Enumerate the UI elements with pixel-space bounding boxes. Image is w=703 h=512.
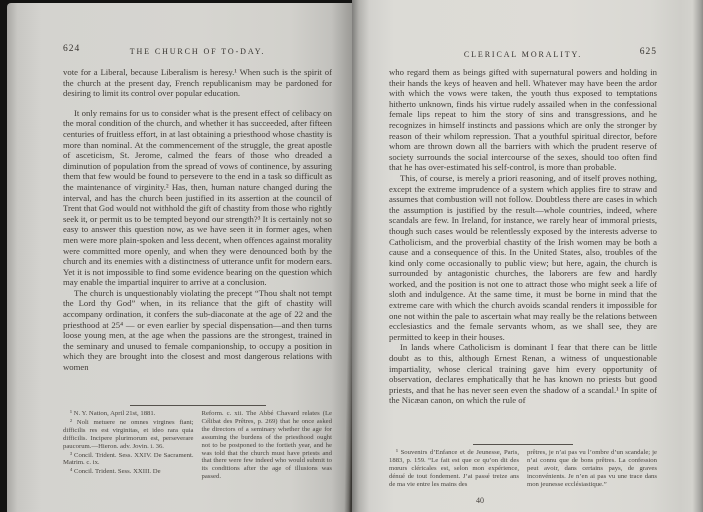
footnote-item-continuation: prêtres, je n’ai pas vu l’ombre d’un scandale; je n’ai connu que de bons prêtres. La confession peut avoir, dans certains pays, de graves inconvénients. Je n’en ai pas vu une trace dans mon jeunesse ecclésiastique.”: [527, 449, 657, 488]
footnote-columns: [389, 449, 657, 498]
footnote-column-left: [389, 449, 519, 498]
footnote-columns: [63, 410, 332, 482]
page-number-right: 625: [639, 47, 657, 57]
footnote-separator-rule: [473, 444, 573, 445]
body-paragraph: It only remains for us to consider what is the present effect of celibacy on the moral condition of the church, and whether it has succeeded, after fifteen centuries of fruitless effort, in at last obtaining a priesthood whose chastity is more than nominal. At the commencement of the struggle, the great apostle of asceticism, St. Jerome, calmed the fears of those who dreaded a diminution of population from the spread of vows of continence, by assuring them that few would be found to persevere to the end in a task so difficult as the maintenance of virginity.² Has, then, human nature changed during the interval, and has the church been justified in its assertion at the council of Trent that God would not withhold the gift of chastity from those who rightly seek it, or permit us to be tempted beyond our strength?³ It is certainly not so easy to answer this question now, as we have seen it in former ages, when men were more plain-spoken and less decent, when offences against morality were committed more openly, and when they were denounced both by the church and its enemies with a distinctness of utterance unfit for modern ears. Yet it is not impossible to find some evidence bearing on the question which may enable the impartial inquirer to arrive at a conclusion.: [63, 107, 332, 288]
footnote-item: ³ Concil. Trident. Sess. XXIV. De Sacrament. Matrim. c. ix.: [63, 451, 194, 467]
footnote-item: ¹ Souvenirs d’Enfance et de Jeunesse, Paris, 1883, p. 159. “Le fait est que ce qu’on dit des mœurs cléricales est, selon mon expérience, dénué de tout fondement. J’ai passé treize ans de ma vie entre les mains des: [389, 449, 519, 488]
footnote-separator-rule: [130, 405, 266, 406]
body-paragraph: vote for a Liberal, because Liberalism is heresy.¹ When such is the spirit of the church at the present day, French republicanism may be pardoned for desiring to limit its control over popular education.: [63, 67, 332, 99]
right-page-body: [389, 67, 657, 441]
body-paragraph: This, of course, is merely a priori reasoning, and of itself proves nothing, except the extreme imprudence of a system which applies fire to straw and assumes that combustion will not follow. Doubtless there are cases in which the assumption is justified by the result—whole countries, indeed, where scandals are few. In Ireland, for instance, we rarely hear of immoral priests, though such cases would be relentlessly exposed by the interests adverse to Catholicism, and the proverbial chastity of the Irish women may be both a cause and a consequence of this. In the United States, also, troubles of the kind only come occasionally to public view; but here, again, the church is surrounded by antagonistic churches, the laborers are few and hardly worked, and the position is not one to attract those who might seek a life of sloth and indulgence. At the same time, it must be borne in mind that the extreme care with which the church avoids scandal renders it impossible for one not within the pale to ascertain what may really be the relations between ecclesiastics and the female servants whom, as we shall see, they are permitted to keep in their houses.: [389, 172, 657, 342]
footnote-item: ² Noli metuere ne omnes virgines fiant; difficilis res est virginitas, et ideo rara quia difficilis. Incipere plurimorum est, perseverare paucorum.—Hieron. adv. Jovin. i. 36.: [63, 418, 194, 450]
footnote-column-right: [527, 449, 657, 498]
page-number-left: 624: [63, 44, 81, 54]
left-page-body: [63, 67, 332, 408]
body-paragraph: In lands where Catholicism is dominant I fear that there can be little doubt as to this, although Ernest Renan, a witness of unquestionable impartiality, whose clerical training gave him every opportunity of observation, declares emphatically that he has known no priests but good priests, and that he has never seen even the shadow of a scandal.¹ In spite of the Nicæan canon, on which the rule of: [389, 342, 657, 406]
running-head-right: CLERICAL MORALITY.: [463, 50, 583, 59]
footnote-item: ¹ N. Y. Nation, April 21st, 1881.: [70, 410, 156, 417]
signature-mark: 40: [476, 496, 484, 505]
running-head-left: THE CHURCH OF TO-DAY.: [129, 47, 266, 56]
footnote-column-left: [63, 410, 194, 482]
body-paragraph: who regard them as beings gifted with supernatural powers and holding in their hands the keys of heaven and hell. Whatever may have been the ardor with which the vows were taken, the youth thus exposed to temptations hitherto unknown, finds his virtue rudely assailed when in the confessional female lips repeat to him the story of sins and transgressions, and he recognizes in himself instincts and passions which are only the stronger by reason of their whilom repression. That a youthful spiritual director, before whom are thrown down all the barriers with which the prudent reserve of society surrounds the social intercourse of the sexes, should too often find that he has over-estimated his self-control, is more than probable.: [389, 67, 657, 173]
footnote-column-right: [202, 410, 333, 482]
left-page-footnotes: [63, 405, 332, 482]
footnote-item-continuation: Reform. c. xii. The Abbé Chavard relates (Le Célibat des Prêtres, p. 269) that he once asked the directors of a seminary whether the age for assuming the burdens of the priesthood ought not to be postponed to the fortieth year, and he was told that the church must have priests and that there were few indeed who would submit to its conditions after the age of illusions was passed.: [201, 410, 332, 481]
right-page-footnotes: [389, 444, 657, 498]
body-paragraph: The church is unquestionably violating the precept “Thou shalt not tempt the Lord thy God” when, in its reliance that the gift of chastity will accompany ordination, it confers the sub-diaconate at the age of 22 and the priesthood at 25⁴ — or even earlier by special dispensation—and then turns loose young men, at the age when the passions are the strongest, trained in the seminary and unused to female companionship, to occupy a position in which they are brought into the closest and most dangerous relations with women: [63, 287, 332, 373]
footnote-item: ⁴ Concil. Trident. Sess. XXIII. De: [70, 468, 161, 476]
